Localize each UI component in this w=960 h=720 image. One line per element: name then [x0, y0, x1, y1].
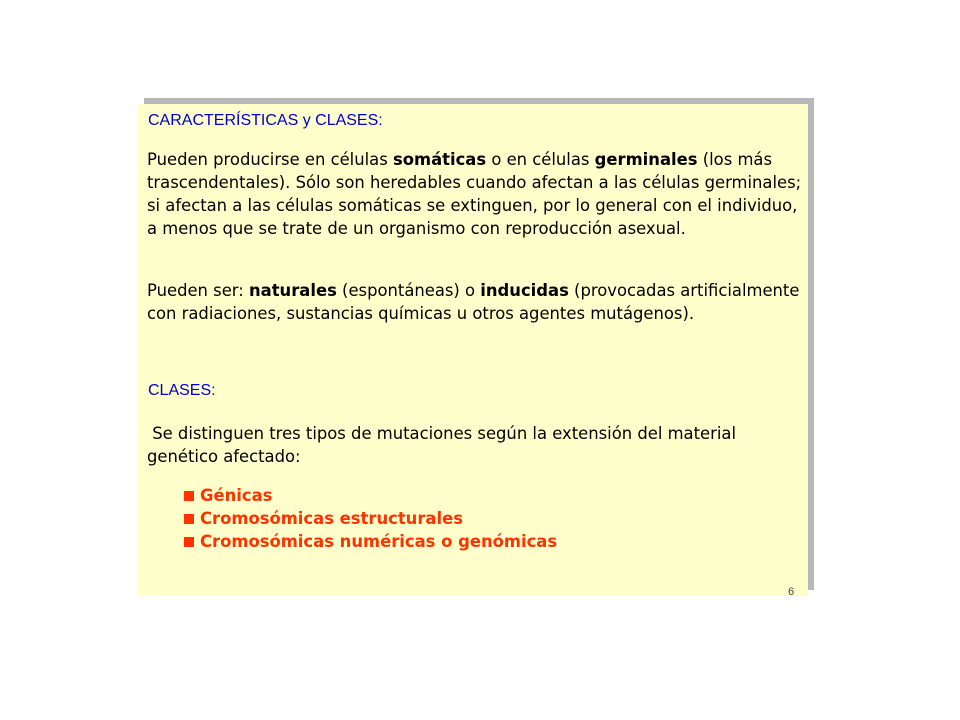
- list-item-cromosomicas-estructurales: [184, 507, 557, 530]
- list-item-label: Cromosómicas estructurales: [200, 509, 463, 528]
- paragraph-produccion-text-3: (los más trascendentales). Sólo son heredables cuando afectan a las células germinales; si afectan a las células somáticas se extinguen, por lo general con el individuo, a menos que se trate de un organismo con reproducción asexual.: [147, 150, 802, 238]
- paragraph-tipos-origen-text-2: (espontáneas) o: [336, 281, 481, 300]
- term-somaticas: somáticas: [392, 150, 487, 169]
- term-germinales: germinales: [594, 150, 698, 169]
- square-bullet-icon: [184, 491, 194, 501]
- list-item-label: Cromosómicas numéricas o genómicas: [200, 532, 558, 551]
- paragraph-tipos-origen: [147, 279, 803, 325]
- square-bullet-icon: [184, 514, 194, 524]
- list-item-genicas: [184, 484, 557, 507]
- paragraph-tipos-origen-text-1: Pueden ser:: [147, 281, 249, 300]
- square-bullet-icon: [184, 537, 194, 547]
- list-item-label: Génicas: [200, 486, 273, 505]
- paragraph-produccion-text-1: Pueden producirse en células: [147, 150, 393, 169]
- list-item-cromosomicas-numericas: [184, 530, 557, 553]
- term-inducidas: inducidas: [480, 281, 569, 300]
- heading-caracteristicas: CARACTERÍSTICAS y CLASES:: [148, 112, 383, 129]
- paragraph-tipos-origen-text-3: (provocadas artificialmente con radiaciones, sustancias químicas u otros agentes mutágenos).: [147, 281, 800, 323]
- paragraph-produccion: [147, 148, 803, 240]
- heading-clases: CLASES:: [148, 382, 216, 399]
- mutation-types-list: [184, 484, 557, 553]
- paragraph-produccion-text-2: o en células: [486, 150, 595, 169]
- paragraph-distinguen: Se distinguen tres tipos de mutaciones según la extensión del material genético afectado:: [147, 424, 742, 466]
- slide-panel: [138, 104, 808, 596]
- term-naturales: naturales: [248, 281, 337, 300]
- page-number: 6: [788, 586, 795, 598]
